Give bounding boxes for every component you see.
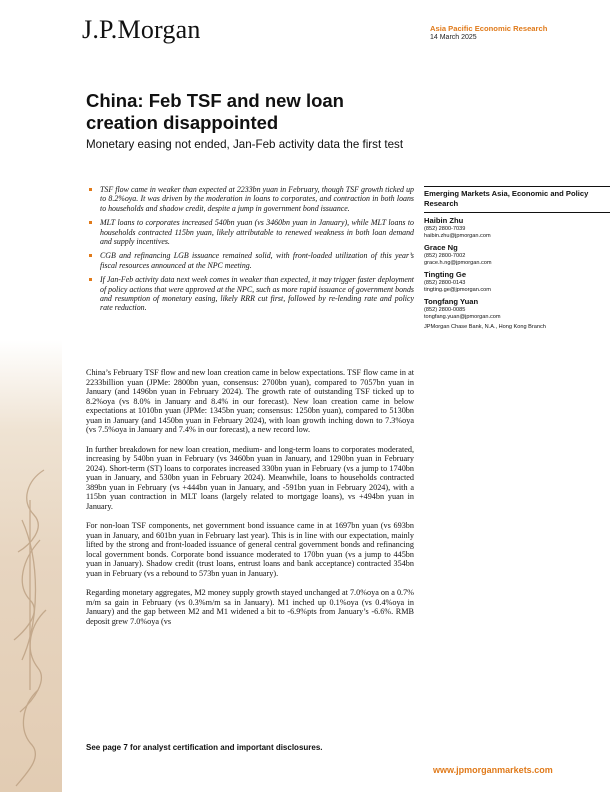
analyst-sidebar [424,186,610,332]
body-paragraph: In further breakdown for new loan creation, medium- and long-term loans to corporates moderated, increasing by 540bn yuan in February (vs 3460bn yuan in January, and 1290bn yuan in February 2024). Short-term (ST) loans to corporates increased 330bn yuan in February (vs a jump to 1740bn yuan in January, and 530bn yuan in February 2024). Meanwhile, loans to households contracted 389bn yuan in February (vs +444bn yuan in January, and -591bn yuan in February 2024), with a 115bn yuan contraction in MLT loans (largely related to mortgage loans), vs +494bn yuan in January. [86,444,414,511]
website-link[interactable]: www.jpmorganmarkets.com [433,765,553,775]
bullet-icon [89,278,92,281]
analyst-contact [424,216,610,240]
report-subtitle: Monetary easing not ended, Jan-Feb activity data the first test [86,138,404,151]
analyst-name: Haibin Zhu [424,216,464,225]
body-paragraph: Regarding monetary aggregates, M2 money supply growth stayed unchanged at 7.0%oya on a 0.7% m/m sa gain in February (vs 0.3%m/m sa in January). M1 inched up 0.1%oya (vs 0.4%oya in January) and the gap between M2 and M1 widened a bit to -6.9%pts from January’s -6.6%. RMB deposit grew 7.0%oya (vs [86,588,414,626]
body-paragraph: For non-loan TSF components, net government bond issuance came in at 1697bn yuan (vs 693bn yuan in January, and 601bn yuan in February last year). This is in line with our expectation, mainly lifted by the strong and front-loaded issuance of general central government bonds and refinancing local government bonds. Corporate bond issuance moderated to 170bn yuan (vs a jump to 445bn yuan in January). Shadow credit (trust loans, entrust loans and bank acceptance) contracted 354bn yuan in February (vs a rebound to 573bn yuan in January). [86,521,414,578]
decorative-side-band [0,0,62,792]
research-team-label: Emerging Markets Asia, Economic and Policy Research [424,189,589,208]
key-point-text: TSF flow came in weaker than expected at 2233bn yuan in February, though TSF growth ticked up to 8.2%oya. It was driven by the moderation in loans to corporates, and contraction in both loans to households and shadow credit, despite a jump in government bond issuance. [100,185,414,213]
disclosure-note: See page 7 for analyst certification and important disclosures. [86,743,323,752]
analyst-email-link[interactable]: tingting.ge@jpmorgan.com [424,286,491,293]
analyst-contact [424,243,610,267]
report-body [86,368,414,636]
divider [424,186,610,187]
report-date: 14 March 2025 [430,34,477,41]
analyst-contact [424,270,610,294]
key-point-text: If Jan-Feb activity data next week comes in weaker than expected, it may trigger faster deployment of policy actions that were approved at the NPC, such as more rapid issuance of government bonds and resumption of monetary easing, likely RRR cut first, followed by re-lending rate and policy rate reduction. [100,275,414,313]
key-point [86,275,414,313]
key-point-text: CGB and refinancing LGB issuance remained solid, with front-loaded utilization of this year’s fiscal resources announced at the NPC meeting. [100,251,414,270]
bullet-icon [89,188,92,191]
analyst-name: Tingting Ge [424,270,467,280]
body-paragraph: China’s February TSF flow and new loan creation came in below expectations. TSF flow came in at 2233billion yuan (JPMe: 2800bn yuan, consensus: 2700bn yuan), compared to 7057bn yuan in January (and 1496bn yuan in February 2024). The growth rate of outstanding TSF ticked up to 8.2%oya (vs 8.0% in January and 8.4% in our forecast). New loan creation came in below expectations at 1010bn yuan (JPMe: 1345bn yuan; consensus: 1250bn yuan), compared to 5130bn yuan in January (and 1450bn yuan in February 2024), with loan growth inching down to 7.3%oya (vs 7.5%oya in January and 7.4% in our forecast), a new record low. [86,368,414,434]
divider [424,212,610,213]
key-points-list [86,185,414,318]
analyst-phone: (852) 2800-0143 [424,279,466,286]
analyst-email-link[interactable]: tongfang.yuan@jpmorgan.com [424,314,501,321]
analyst-phone: (852) 2800-7002 [424,252,466,259]
analyst-phone: (852) 2800-0085 [424,306,466,313]
analyst-contact [424,297,610,321]
legal-entity: JPMorgan Chase Bank, N.A., Hong Kong Branch [424,324,546,331]
analyst-phone: (852) 2800-7039 [424,225,466,232]
jpmorgan-logo: J.P.Morgan [82,15,201,44]
report-header-info [430,24,605,42]
analyst-email-link[interactable]: haibin.zhu@jpmorgan.com [424,232,491,239]
analyst-email-link[interactable]: grace.h.ng@jpmorgan.com [424,259,492,266]
key-point [86,251,414,270]
department-label: Asia Pacific Economic Research [430,24,548,33]
key-point [86,185,414,213]
bullet-icon [89,221,92,224]
jpmorgan-signature-watermark [0,0,62,792]
bullet-icon [89,254,92,257]
report-title: China: Feb TSF and new loan creation disappointed [86,90,344,133]
analyst-name: Tongfang Yuan [424,297,479,307]
analyst-name: Grace Ng [424,243,458,253]
key-point [86,218,414,246]
key-point-text: MLT loans to corporates increased 540bn yuan (vs 3460bn yuan in January), while MLT loans to households contracted 115bn yuan, likely attributable to renewed weakness in both loan demand and supply incentives. [100,218,414,247]
